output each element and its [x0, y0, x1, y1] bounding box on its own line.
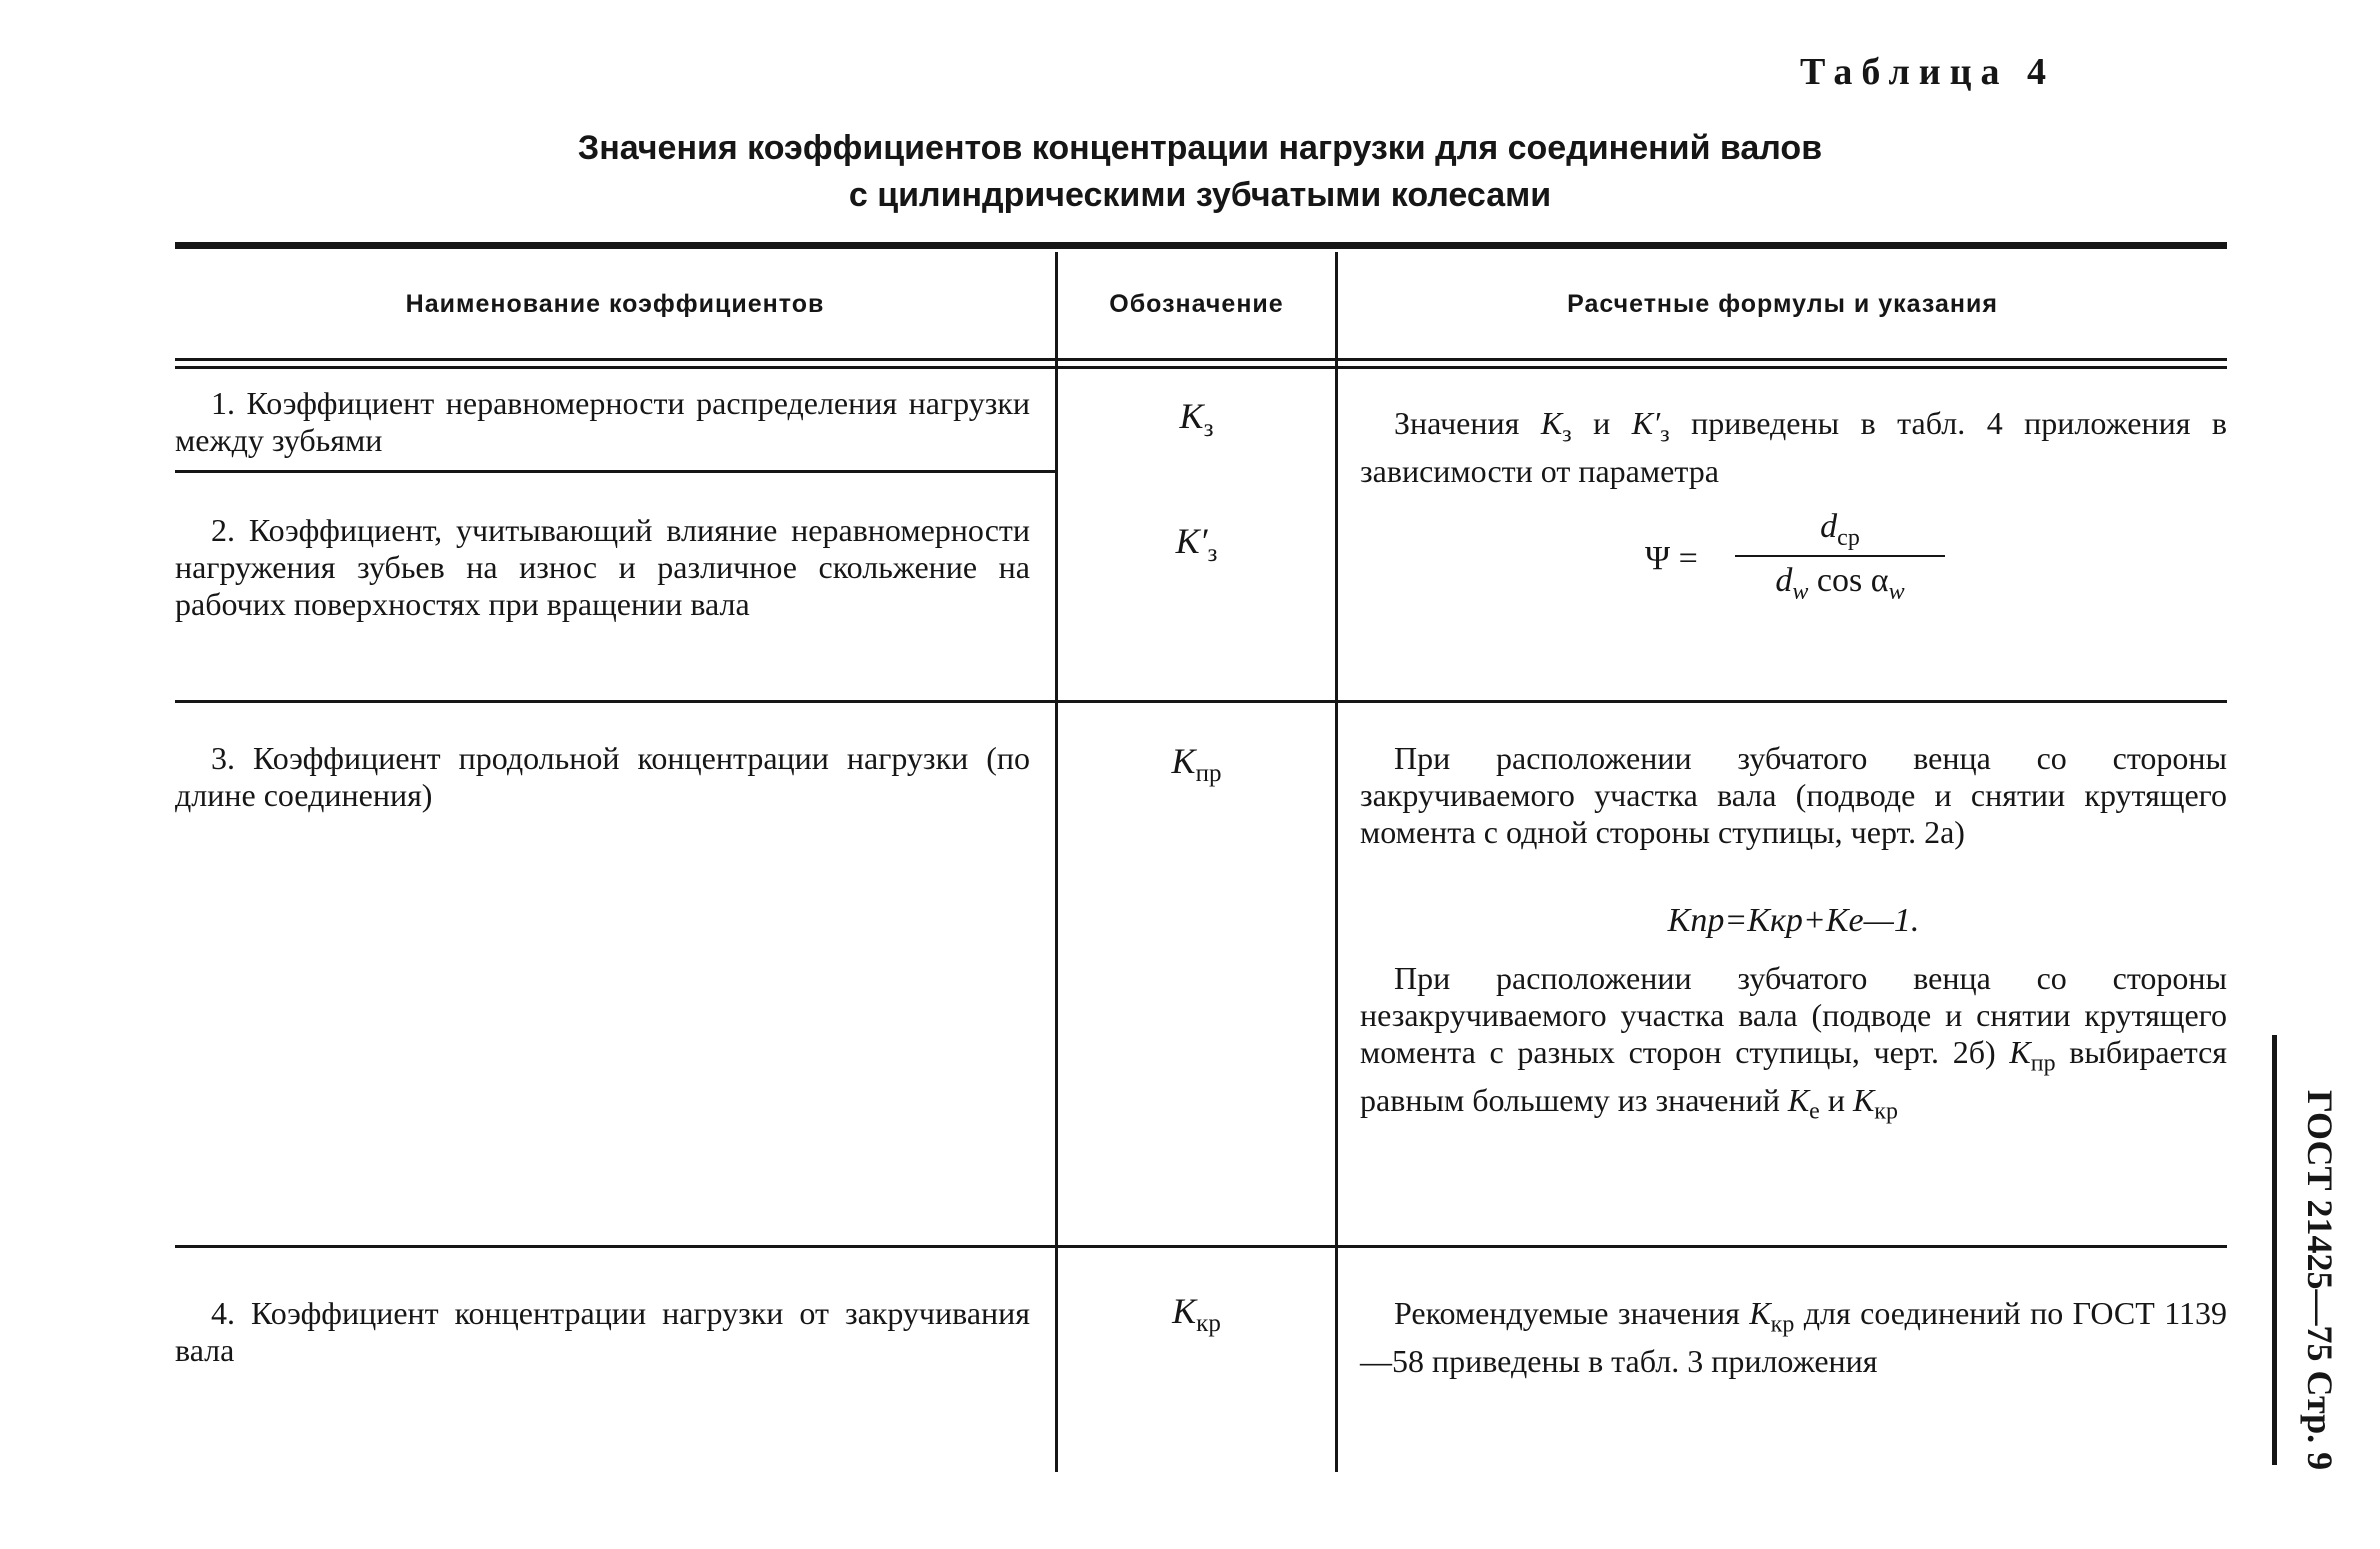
row1-name: 1. Коэффициент неравномерности распределения нагрузки между зубьями	[175, 385, 1030, 458]
row2-bottom-rule	[175, 700, 2227, 703]
row4-formula-text: Рекомендуемые значения $K_{кр}$ для соединений по ГОСТ 1139—58 приведены в табл. 3 приложения	[1360, 1295, 2227, 1380]
table-title-line2: с цилиндрическими зубчатыми колесами	[848, 176, 1552, 214]
row1-bottom-rule	[175, 470, 1055, 473]
psi-numerator: $d_{ср}$	[1820, 508, 1860, 551]
row4-name: 4. Коэффициент концентрации нагрузки от закручивания вала	[175, 1295, 1030, 1368]
side-margin-rule	[2272, 1035, 2277, 1465]
row4-symbol: $K_{кр}$	[1172, 1291, 1221, 1338]
header-bottom-rule-2	[175, 366, 2227, 369]
column-divider-2	[1335, 252, 1338, 1472]
row3-bottom-rule	[175, 1245, 2227, 1248]
row3-symbol: $K_{пр}$	[1171, 741, 1222, 788]
psi-denominator: $d_w$ $\cos \alpha_w$	[1775, 562, 1905, 605]
table-number: Таблица 4	[1800, 51, 2056, 93]
row3-paragraph2: При расположении зубчатого венца со стороны незакручиваемого участка вала (подводе и снятии крутящего момента с разных сторон ступицы, черт. 2б) $K_{пр}$ выбирается равным большему из значений $K_e$ и $K_{кр}$	[1360, 960, 2228, 1125]
row3-formula: Kпр=Kкр+Ke—1.	[1667, 902, 1920, 939]
side-note	[2290, 1090, 2350, 1490]
side-note-text: ГОСТ 21425—75 Стр. 9	[2300, 1090, 2340, 1471]
psi-fraction-bar	[1735, 555, 1945, 557]
column-header-name: Наименование коэффициентов	[405, 290, 825, 318]
column-header-formulas: Расчетные формулы и указания	[1567, 290, 1998, 318]
table-title-line1: Значения коэффициентов концентрации нагрузки для соединений валов	[577, 129, 1823, 167]
psi-lhs: Ψ =	[1645, 540, 1698, 577]
row2-symbol: $K'_з$	[1175, 521, 1218, 568]
table-top-rule	[175, 242, 2227, 249]
rows12-formula-text: Значения $K_з$ и $K'_з$ приведены в табл. 4 приложения в зависимости от параметра	[1360, 405, 2228, 490]
header-bottom-rule-1	[175, 358, 2227, 361]
row3-name: 3. Коэффициент продольной концентрации нагрузки (по длине соединения)	[175, 740, 1030, 813]
row1-symbol: $K_з$	[1179, 396, 1214, 443]
column-header-symbol: Обозначение	[1109, 290, 1284, 318]
row3-paragraph1: При расположении зубчатого венца со стороны закручиваемого участка вала (подводе и снятии крутящего момента с одной стороны ступицы, черт. 2а)	[1360, 740, 2227, 850]
row2-name: 2. Коэффициент, учитывающий влияние неравномерности нагружения зубьев на износ и различное скольжение на рабочих поверхностях при вращении вала	[175, 512, 1030, 622]
